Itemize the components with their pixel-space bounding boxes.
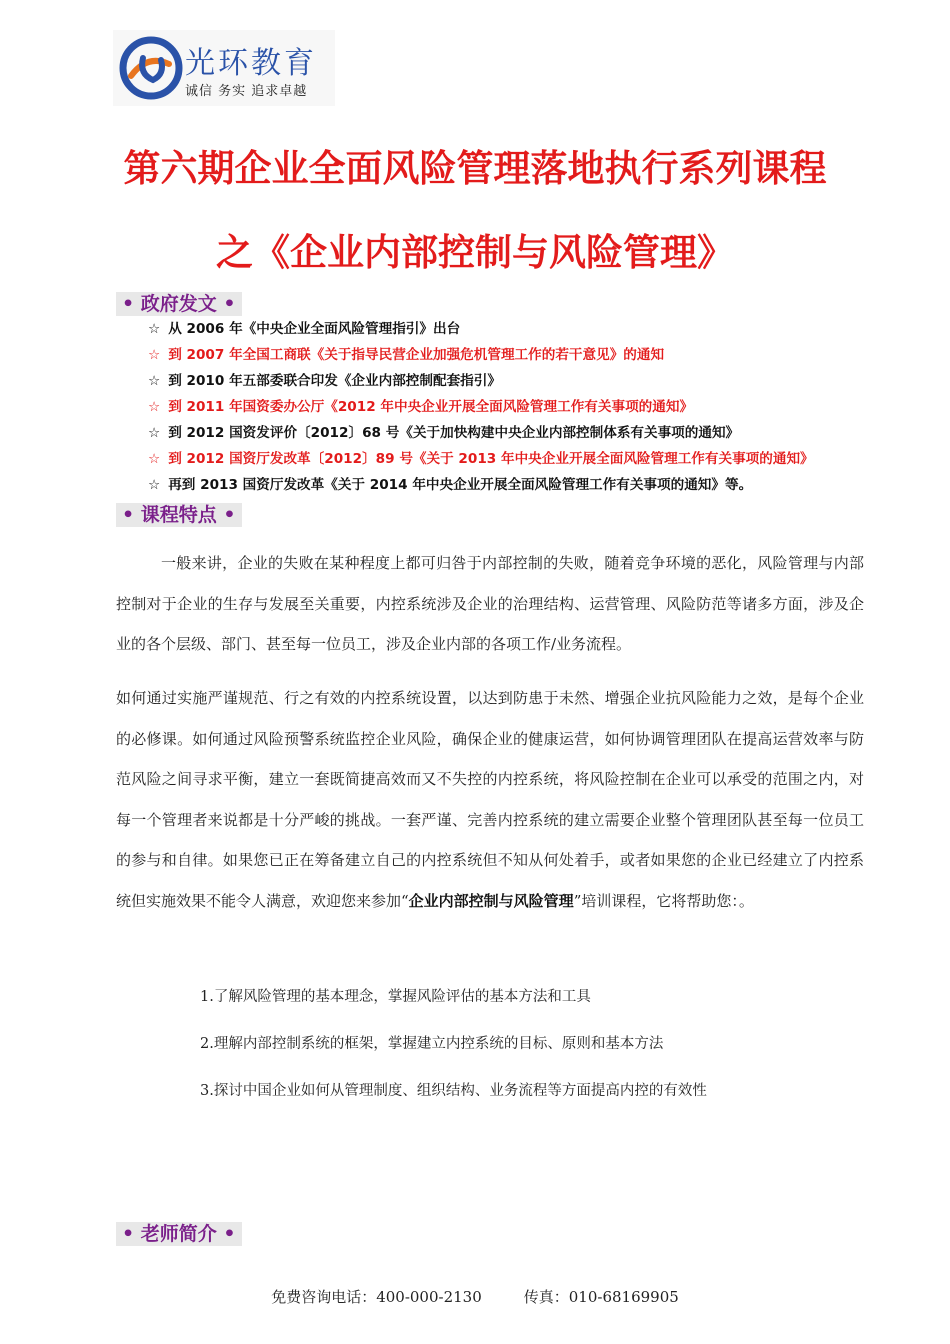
star-icon: ☆ [148,373,161,389]
body-text: 如何通过实施严谨规范、行之有效的内控系统设置，以达到防患于未然、增强企业抗风险能力之效，是每个企业的必修课。如何通过风险预警系统监控企业风险，确保企业的健康运营，如何协调管理团队在提高运营效率与防范风险之间寻求平衡，建立一套既简捷高效而又不失控的内控系统，将风险控制在企业可以承受的范围之内，对每一个管理者来说都是十分严峻的挑战。一套严谨、完善内控系统的建立需要企业整个管理团队甚至每一位员工的参与和自律。如果您已正在筹备建立自己的内控系统但不知从何处着手，或者如果您的企业已经建立了内控系统但实施效果不能令人满意，欢迎您来参加“ [116,689,864,910]
footer-fax: 传真：010-68169905 [523,1288,679,1306]
goal-item: 1.了解风险管理的基本理念，掌握风险评估的基本方法和工具 [200,989,591,1005]
course-name: 企业内部控制与风险管理 [408,891,574,910]
decree-item [148,446,908,472]
section-label: 政府发文 [140,293,217,315]
page-title: 第六期企业全面风险管理落地执行系列课程 [123,147,827,190]
decree-item [148,368,908,394]
decree-text: 到 2012 国资发评价〔2012〕68 号《关于加快构建中央企业内部控制体系有关事项的通知》 [168,425,740,441]
logo [113,30,335,106]
goals-list [200,974,707,1115]
goal-item: 2.理解内部控制系统的框架，掌握建立内控系统的目标、原则和基本方法 [200,1036,664,1052]
logo-slogan: 诚信 务实 追求卓越 [185,84,308,99]
section-header-teacher [116,1222,242,1246]
section-header-gov [116,292,242,316]
decree-text: 到 2010 年五部委联合印发《企业内部控制配套指引》 [168,373,501,389]
decree-text: 到 2011 年国资委办公厅《2012 年中央企业开展全面风险管理工作有关事项的通知》 [168,399,694,415]
decree-text: 到 2012 国资厅发改革〔2012〕89 号《关于 2013 年中央企业开展全面风险管理工作有关事项的通知》 [168,451,814,467]
section-label: 课程特点 [140,504,217,526]
star-icon: ☆ [148,477,161,493]
decree-item [148,420,908,446]
bullet-icon: • [223,1223,236,1245]
footer-phone: 免费咨询电话：400-000-2130 [271,1288,482,1306]
intro-paragraph: 一般来讲，企业的失败在某种程度上都可归咎于内部控制的失败，随着竞争环境的恶化，风险管理与内部控制对于企业的生存与发展至关重要，内控系统涉及企业的治理结构、运营管理、风险防范等诸多方面，涉及企业的各个层级、部门、甚至每一位员工，涉及企业内部的各项工作/业务流程。 [116,554,864,653]
decree-text: 到 2007 年全国工商联《关于指导民营企业加强危机管理工作的若干意见》的通知 [168,347,665,363]
section-label: 老师简介 [140,1223,217,1245]
bullet-icon: • [122,1223,135,1245]
bullet-icon: • [122,293,135,315]
logo-name: 光环教育 [185,46,317,81]
decree-item [148,342,908,368]
decree-item [148,472,908,498]
page-subtitle: 之《企业内部控制与风险管理》 [216,231,734,274]
star-icon: ☆ [148,321,161,337]
star-icon: ☆ [148,451,161,467]
decree-item [148,316,908,342]
star-icon: ☆ [148,425,161,441]
decree-text: 从 2006 年《中央企业全面风险管理指引》出台 [168,321,461,337]
bullet-icon: • [223,504,236,526]
body-text-end: ”培训课程，它将帮助您：。 [573,891,754,910]
decree-list [148,316,908,498]
bullet-icon: • [223,293,236,315]
footer-contact [0,1286,950,1307]
logo-mark-icon [117,34,185,102]
star-icon: ☆ [148,347,161,363]
star-icon: ☆ [148,399,161,415]
decree-item [148,394,908,420]
body-paragraph [116,678,864,921]
goal-item: 3.探讨中国企业如何从管理制度、组织结构、业务流程等方面提高内控的有效性 [200,1083,707,1099]
decree-text: 再到 2013 国资厅发改革《关于 2014 年中央企业开展全面风险管理工作有关事项的通知》等。 [168,477,753,493]
bullet-icon: • [122,504,135,526]
section-header-features [116,503,242,527]
